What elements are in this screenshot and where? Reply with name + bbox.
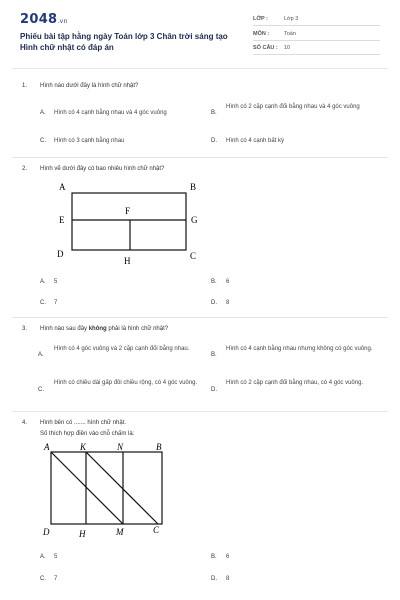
q2-label-h: H: [124, 256, 131, 266]
q1-option-a-text: Hình có 4 cạnh bằng nhau và 4 góc vuông: [54, 110, 167, 116]
q4-option-d-letter: D.: [211, 576, 217, 582]
count-divider: [253, 54, 380, 55]
q4-label-h: H: [79, 529, 86, 539]
q4-label-d: D: [43, 527, 50, 537]
question-1-text: Hình nào dưới đây là hình chữ nhật?: [40, 83, 139, 89]
question-3-separator: [12, 411, 388, 412]
question-1-separator: [12, 157, 388, 158]
class-label: LỚP :: [253, 16, 268, 22]
q4-option-d-text: 8: [226, 576, 230, 582]
subject-divider: [253, 40, 380, 41]
rectangle-figure-q2: [50, 176, 210, 272]
subject-label: MÔN :: [253, 31, 270, 37]
q3-option-d-text: Hình có 2 cặp cạnh đối bằng nhau, có 4 góc vuông.: [226, 380, 364, 386]
q3-option-c-text: Hình có chiều dài gấp đôi chiều rộng, có 4 góc vuông.: [54, 380, 198, 386]
question-4-subtext: Số thích hợp điền vào chỗ chấm là:: [40, 431, 135, 437]
q1-option-c-text: Hình có 3 cạnh bằng nhau: [54, 138, 125, 144]
worksheet-title: Phiếu bài tập hằng ngày Toán lớp 3 Chân trời sáng tạo Hình chữ nhật có đáp án: [20, 32, 228, 52]
q4-option-b-letter: B.: [211, 554, 217, 560]
q2-label-f: F: [125, 206, 131, 216]
q3-option-a-text: Hình có 4 góc vuông và 2 cặp cạnh đối bằng nhau.: [54, 346, 190, 352]
question-2-number: 2.: [22, 166, 28, 172]
question-4-number: 4.: [22, 420, 28, 426]
q3-option-c-letter: C.: [38, 387, 44, 393]
q1-option-d-text: Hình có 4 cạnh bất kỳ: [226, 138, 285, 144]
q3-option-b-letter: B.: [211, 352, 217, 358]
rectangle-figure-q4: [35, 440, 175, 540]
q2-option-a-text: 5: [54, 279, 58, 285]
q4-option-a-letter: A.: [40, 554, 46, 560]
q2-option-b-text: 6: [226, 279, 230, 285]
subject-value: Toán: [284, 31, 296, 37]
q1-option-b-letter: B.: [211, 110, 217, 116]
q2-label-b: B: [190, 182, 197, 192]
question-2-separator: [12, 317, 388, 318]
q2-label-g: G: [191, 215, 198, 225]
q4-label-b: B: [156, 442, 162, 452]
q4-outer-rectangle: [51, 452, 162, 524]
logo-text: 2048: [20, 12, 58, 27]
q2-option-b-letter: B.: [211, 279, 217, 285]
q3-option-d-letter: D.: [211, 387, 217, 393]
q2-label-c: C: [190, 251, 197, 261]
q4-diagonal-am: [51, 452, 123, 524]
q4-option-b-text: 6: [226, 554, 230, 560]
q2-option-d-letter: D.: [211, 300, 217, 306]
question-1-number: 1.: [22, 83, 28, 89]
count-value: 10: [284, 45, 291, 51]
q1-option-b-text: Hình có 2 cặp cạnh đối bằng nhau và 4 góc vuông: [226, 104, 360, 110]
question-2-text: Hình vẽ dưới đây có bao nhiêu hình chữ nhật?: [40, 166, 165, 172]
q2-label-a: A: [59, 182, 66, 192]
q4-label-k: K: [80, 442, 87, 452]
q4-label-c: C: [153, 525, 160, 535]
q4-label-m: M: [116, 527, 124, 537]
q2-label-d: D: [57, 249, 64, 259]
q4-option-a-text: 5: [54, 554, 58, 560]
q2-outer-rectangle: [72, 193, 186, 250]
count-label: SỐ CÂU :: [253, 45, 278, 51]
q4-label-n: N: [117, 442, 124, 452]
q2-option-a-letter: A.: [40, 279, 46, 285]
q4-label-a: A: [44, 442, 50, 452]
logo-suffix: .vn: [57, 18, 68, 25]
q2-option-c-text: 7: [54, 300, 58, 306]
class-divider: [253, 25, 380, 26]
q1-option-d-letter: D.: [211, 138, 217, 144]
q4-diagonal-kc: [86, 452, 158, 524]
class-value: Lớp 3: [284, 16, 299, 22]
q2-option-d-text: 8: [226, 300, 230, 306]
q1-option-c-letter: C.: [40, 138, 46, 144]
header-separator: [12, 68, 388, 69]
q1-option-a-letter: A.: [40, 110, 46, 116]
question-3-text: Hình nào sau đây không phải là hình chữ nhật?: [40, 326, 169, 332]
question-3-number: 3.: [22, 326, 28, 332]
question-4-text: Hình bên có ....... hình chữ nhật.: [40, 420, 127, 426]
q4-option-c-text: 7: [54, 576, 58, 582]
q3-option-b-text: Hình có 4 cạnh bằng nhau nhưng không có góc vuông.: [226, 346, 373, 352]
site-logo[interactable]: [20, 12, 68, 27]
q2-option-c-letter: C.: [40, 300, 46, 306]
q2-label-e: E: [59, 215, 65, 225]
q4-option-c-letter: C.: [40, 576, 46, 582]
q3-option-a-letter: A.: [38, 352, 44, 358]
emphasis-not: không: [88, 326, 107, 332]
